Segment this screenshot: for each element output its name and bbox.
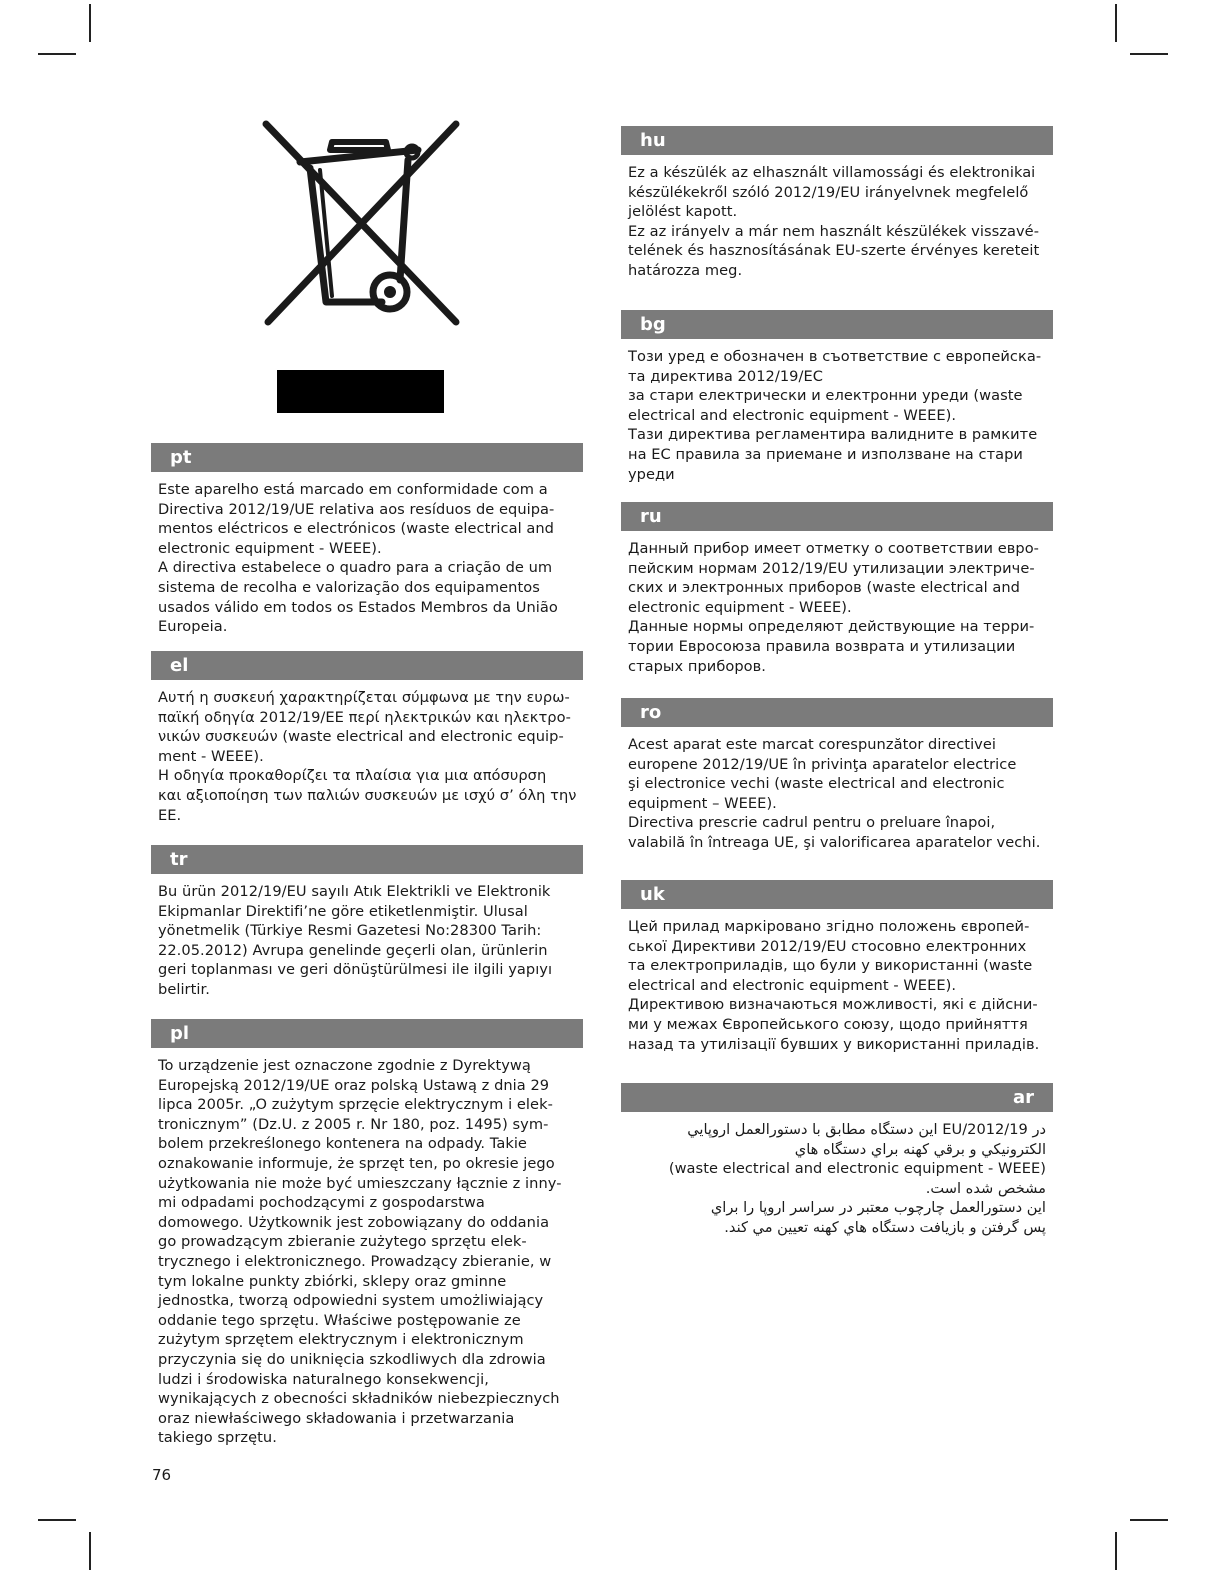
section-hu — [621, 126, 1053, 281]
section-ro — [621, 698, 1053, 853]
section-pt — [151, 443, 583, 637]
section-header-bg: bg — [621, 310, 1053, 339]
section-header-ru: ru — [621, 502, 1053, 531]
section-header-pt: pt — [151, 443, 583, 472]
section-header-ar: ar — [621, 1083, 1053, 1112]
section-uk — [621, 880, 1053, 1054]
page-number: 76 — [152, 1466, 172, 1484]
crop-mark — [38, 53, 76, 55]
crop-mark — [1130, 1519, 1168, 1521]
crop-mark — [1115, 4, 1117, 42]
weee-crossed-bin-icon — [262, 120, 460, 326]
section-ru — [621, 502, 1053, 676]
section-text-el: Αυτή η συσκευή χαρακτηρίζεται σύμφωνα με την ευρω- παϊκή οδηγία 2012/19/ΕΕ περί ηλεκτρικών και ηλεκτρο- νικών συσκευών (waste electrical and electronic equip- ment - WEEE). Η οδηγία προκαθορίζει τα πλαίσια για μια απόσυρση και αξιοποίηση των παλιών συσκευών με ισχύ σ’ όλη την ΕΕ. — [158, 689, 577, 824]
section-header-tr: tr — [151, 845, 583, 874]
crop-mark — [89, 1532, 91, 1570]
section-tr — [151, 845, 583, 1000]
section-text-uk: Цей прилад маркіровано згідно положень європей- ської Директиви 2012/19/EU стосовно електронних та електроприладів, що були у використанні (waste electrical and electronic equipment - WEEE). Директивою визначаються можливості, які є дійсни- ми у межах Європейського союзу, щодо прийняття назад та утилізації бувших у використанні приладів. — [628, 918, 1040, 1053]
section-el — [151, 651, 583, 825]
section-header-el: el — [151, 651, 583, 680]
section-text-bg: Този уред е обозначен в съответствие с европейска- та директива 2012/19/ЕС за стари електрически и електронни уреди (waste electrical and electronic equipment - WEEE). Тази директива регламентира валидните в рамките на ЕС правила за приемане и използване на стари уреди — [628, 348, 1042, 483]
section-text-tr: Bu ürün 2012/19/EU sayılı Atık Elektrikli ve Elektronik Ekipmanlar Direktifi’ne göre etiketlenmiştir. Ulusal yönetmelik (Türkiye Resmi Gazetesi No:28300 Tarih: 22.05.2012) Avrupa genelinde geçerli olan, ürünlerin geri toplanması ve geri dönüştürülmesi ile ilgili yapıyı belirtir. — [158, 883, 553, 998]
section-ar — [621, 1083, 1053, 1238]
crop-mark — [1115, 1532, 1117, 1570]
section-bg — [621, 310, 1053, 484]
section-header-hu: hu — [621, 126, 1053, 155]
section-header-pl: pl — [151, 1019, 583, 1048]
section-text-pl: To urządzenie jest oznaczone zgodnie z Dyrektywą Europejską 2012/19/UE oraz polską Ustawą z dnia 29 lipca 2005r. „O zużytym sprzęcie elektrycznym i elek- tronicznym” (Dz.U. z 2005 r. Nr 180, poz. 1495) sym- bolem przekreślonego kontenera na odpady. Takie oznakowanie informuje, że sprzęt ten, po okresie jego użytkowania nie może być umieszczany łącznie z inny- mi odpadami pochodzącymi z gospodarstwa domowego. Użytkownik jest zobowiązany do oddania go prowadzącym zbieranie zużytego sprzętu elek- trycznego i elektronicznego. Prowadzący zbieranie, w tym lokalne punkty zbiórki, sklepy oraz gminne jednostka, tworzą odpowiedni system umożliwiający oddanie tego sprzętu. Właściwe postępowanie ze zużytym sprzętem elektrycznym i elektronicznym przyczynia się do uniknięcia szkodliwych dla zdrowia ludzi i środowiska naturalnego konsekwencji, wynikających z obecności składników niebezpiecznych oraz niewłaściwego składowania i przetwarzania takiego sprzętu. — [158, 1057, 562, 1447]
section-text-ar: در 2012/19/EU اين دستگاه مطابق با دستورالعمل اروپايي الکترونيکي و برقي کهنه براي دستگاه هاي (waste electrical and electronic equipment - WEEE) مشخص شده است. اين دستورالعمل چارچوب معتبر در سراسر اروپا را براي پس گرفتن و بازيافت دستگاه هاي کهنه تعيين مي کند. — [668, 1121, 1046, 1236]
section-header-ro: ro — [621, 698, 1053, 727]
section-header-uk: uk — [621, 880, 1053, 909]
section-text-hu: Ez a készülék az elhasznált villamossági és elektronikai készülékekről szóló 2012/19/EU irányelvnek megfelelő jelölést kapott. Ez az irányelv a már nem használt készülékek visszavé- telének és hasznosításának EU-szerte érvényes kereteit határozza meg. — [628, 164, 1040, 279]
crop-mark — [89, 4, 91, 42]
crop-mark — [1130, 53, 1168, 55]
crop-mark — [38, 1519, 76, 1521]
section-text-pt: Este aparelho está marcado em conformidade com a Directiva 2012/19/UE relativa aos resíduos de equipa- mentos eléctricos e electrónicos (waste electrical and electronic equipment - WEEE). A directiva estabelece o quadro para a criação de um sistema de recolha e valorização dos equipamentos usados válido em todos os Estados Membros da União Europeia. — [158, 481, 558, 636]
section-text-ru: Данный прибор имеет отметку о соответствии евро- пейским нормам 2012/19/EU утилизации электриче- ских и электронных приборов (waste electrical and electronic equipment - WEEE). Данные нормы определяют действующие на терри- тории Евросоюза правила возврата и утилизации старых приборов. — [628, 540, 1039, 675]
section-text-ro: Acest aparat este marcat corespunzător directivei europene 2012/19/UE în privinţa aparatelor electrice şi electronice vechi (waste electrical and electronic equipment – WEEE). Directiva prescrie cadrul pentru o preluare înapoi, valabilă în întreaga UE, şi valorificarea aparatelor vechi. — [628, 736, 1041, 851]
section-pl — [151, 1019, 583, 1448]
black-bar-marker — [277, 370, 444, 413]
